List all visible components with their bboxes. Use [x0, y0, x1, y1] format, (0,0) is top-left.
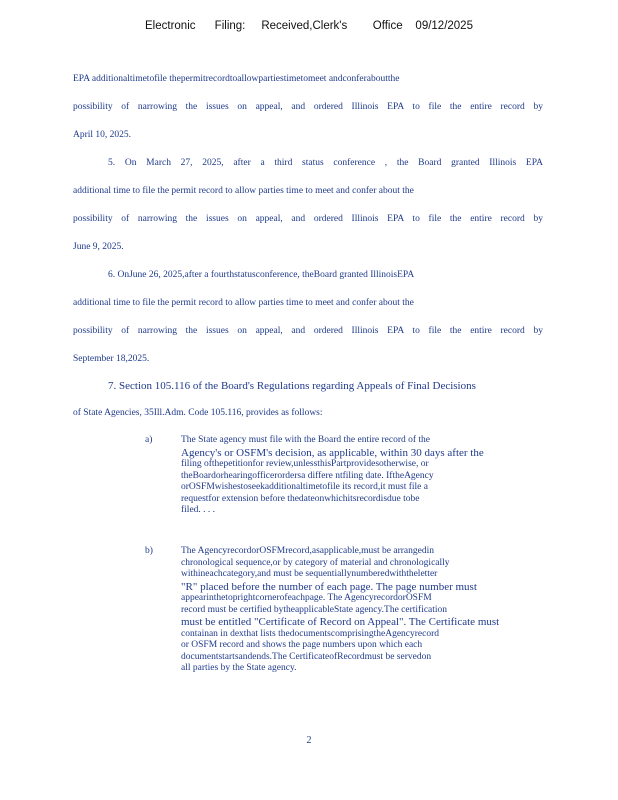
body-line: EPA additionaltimetofile thepermitrecordtoallowpartiestimetomeet andconferaboutthe [73, 74, 400, 84]
subsection-line: The State agency must file with the Board the entire record of the [181, 435, 431, 445]
body-line: 7. Section 105.116 of the Board's Regulations regarding Appeals of Final Decisions [108, 380, 476, 392]
subsection-line: Agency's or OSFM's decision, as applicable, within 30 days after the [181, 446, 484, 459]
subsection-line: must be entitled "Certificate of Record on Appeal". The Certificate must [181, 616, 500, 628]
subsection-line: filing ofthepetitionfor review,unlessthisPartprovidesotherwise, or [181, 459, 429, 469]
body-line: additional time to file the permit record to allow parties time to meet and confer about the [73, 298, 414, 308]
subsection-text [181, 546, 517, 675]
body-line: September 18,2025. [73, 354, 150, 364]
subsection-line: "R" placed before the number of each page. The page number must [181, 580, 477, 593]
filing-header: Electronic Filing: Received,Clerk's Office 09/12/2025 [145, 20, 473, 32]
page-number: 2 [306, 735, 312, 746]
subsection-line: requestfor extension before thedateonwhichitsrecordisdue tobe [181, 493, 420, 504]
subsection-text [181, 435, 517, 517]
body-line: possibility of narrowing the issues on appeal, and ordered Illinois EPA to file the entire record by [73, 102, 543, 112]
body-line: possibility of narrowing the issues on appeal, and ordered Illinois EPA to file the entire record by [73, 214, 543, 224]
subsection-line: orOSFMwishestoseekadditionaltimetofile its record,it must file a [181, 482, 428, 492]
subsection-line: withineachcategory,and must be sequentiallynumberedwiththeletter [181, 569, 438, 579]
subsection-line: filed. . . . [181, 505, 216, 515]
body-line: April 10, 2025. [73, 130, 132, 140]
subsection-label: b) [145, 546, 153, 556]
subsection-line: record must be certified bytheapplicableState agency.The certification [181, 604, 448, 615]
subsection-label: a) [145, 435, 153, 445]
subsection-line: chronological sequence,or by category of material and chronologically [181, 557, 450, 568]
subsection-line: appearinthetoprightcornerofeachpage. The AgencyrecordorOSFM [181, 593, 432, 603]
body-line: June 9, 2025. [73, 242, 124, 252]
subsection-line: The AgencyrecordorOSFMrecord,asapplicable,must be arrangedin [181, 546, 434, 556]
subsection-line: documentstartsandends.The CertificateofRecordmust be servedon [181, 651, 432, 662]
body-line: possibility of narrowing the issues on appeal, and ordered Illinois EPA to file the entire record by [73, 326, 543, 336]
body-line: 5. On March 27, 2025, after a third status conference , the Board granted Illinois EPA [108, 158, 543, 168]
subsection-line: all parties by the State agency. [181, 663, 297, 673]
subsection-line: containan in dexthat lists thedocumentscomprisingtheAgencyrecord [181, 628, 440, 639]
body-line: of State Agencies, 35Ill.Adm. Code 105.116, provides as follows: [73, 408, 323, 418]
subsection-line: or OSFM record and shows the page numbers upon which each [181, 640, 423, 650]
subsection-line: theBoardorhearingofficerordersa differe ntfiling date. IftheAgency [181, 470, 434, 481]
body-line: additional time to file the permit record to allow parties time to meet and confer about the [73, 186, 414, 196]
body-line: 6. OnJune 26, 2025,after a fourthstatusconference, theBoard granted IllinoisEPA [108, 270, 415, 280]
